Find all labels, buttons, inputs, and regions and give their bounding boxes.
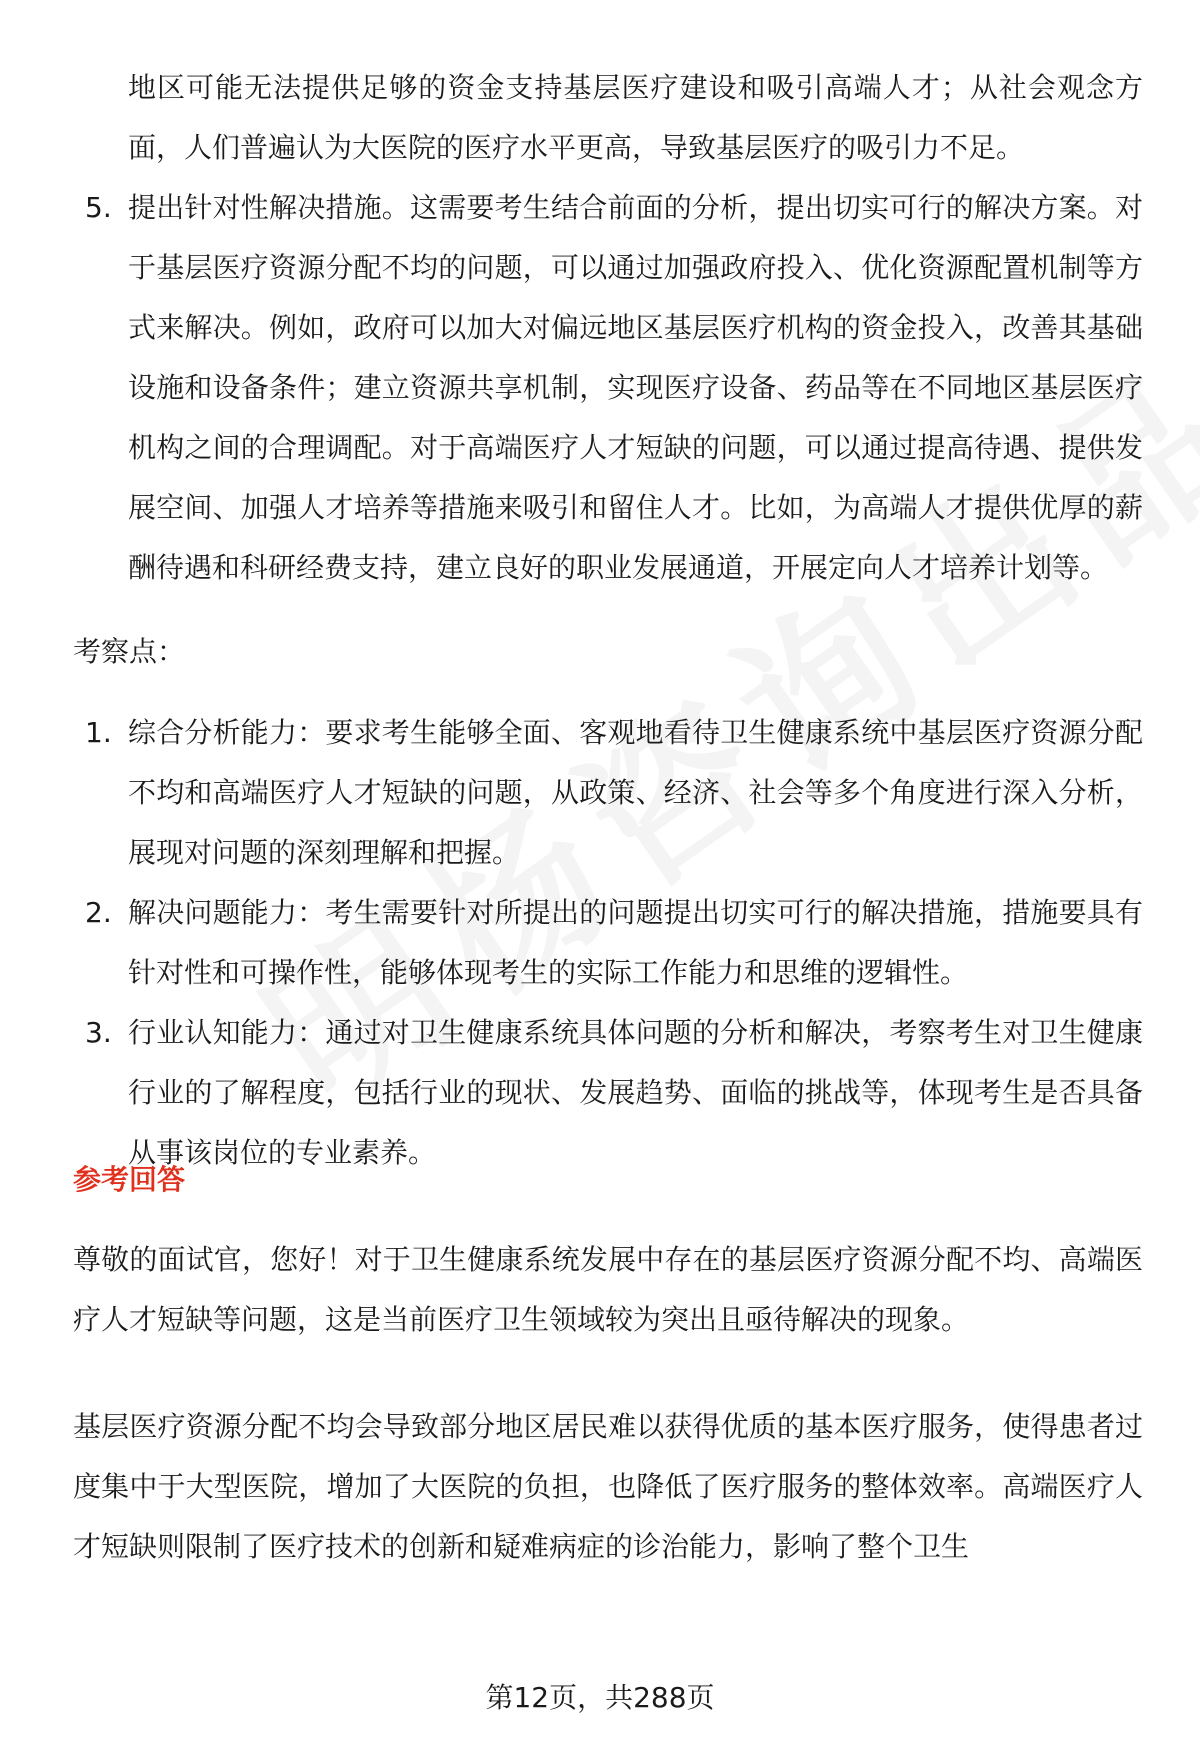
- reference-paragraph: 尊敬的面试官，您好！对于卫生健康系统发展中存在的基层医疗资源分配不均、高端医疗人才短缺等问题，这是当前医疗卫生领域较为突出且亟待解决的现象。: [73, 1243, 1143, 1336]
- page-footer: [0, 1678, 1200, 1718]
- step-item: [73, 178, 1143, 598]
- reference-heading: 参考回答: [73, 1163, 186, 1196]
- step-text: 提出针对性解决措施。这需要考生结合前面的分析，提出切实可行的解决方案。对于基层医疗资源分配不均的问题，可以通过加强政府投入、优化资源配置机制等方式来解决。例如，政府可以加大对偏远地区基层医疗机构的资金投入，改善其基础设施和设备条件；建立资源共享机制，实现医疗设备、药品等在不同地区基层医疗机构之间的合理调配。对于高端医疗人才短缺的问题，可以通过提高待遇、提供发展空间、加强人才培养等措施来吸引和留住人才。比如，为高端人才提供优厚的薪酬待遇和科研经费支持，建立良好的职业发展通道，开展定向人才培养计划等。: [128, 191, 1143, 584]
- reference-paragraph-2-block: [73, 1397, 1143, 1577]
- exam-point-item: [73, 883, 1143, 1003]
- top-block: [73, 58, 1143, 598]
- exam-point-number: 1.: [85, 716, 112, 749]
- exam-point-item: [73, 703, 1143, 883]
- step-number: 5.: [85, 191, 112, 224]
- exam-point-text: 行业认知能力：通过对卫生健康系统具体问题的分析和解决，考察考生对卫生健康行业的了解程度，包括行业的现状、发展趋势、面临的挑战等，体现考生是否具备从事该岗位的专业素养。: [128, 1016, 1143, 1169]
- exam-points-heading: 考察点：: [73, 635, 186, 668]
- exam-point-text: 解决问题能力：考生需要针对所提出的问题提出切实可行的解决措施，措施要具有针对性和可操作性，能够体现考生的实际工作能力和思维的逻辑性。: [128, 896, 1143, 989]
- reference-section: [73, 1150, 1143, 1210]
- exam-points-list: [73, 703, 1143, 1183]
- exam-point-number: 2.: [85, 896, 112, 929]
- exam-point-text: 综合分析能力：要求考生能够全面、客观地看待卫生健康系统中基层医疗资源分配不均和高端医疗人才短缺的问题，从政策、经济、社会等多个角度进行深入分析，展现对问题的深刻理解和把握。: [128, 716, 1143, 869]
- exam-point-number: 3.: [85, 1016, 112, 1049]
- page-number-label: 第12页，共288页: [485, 1681, 715, 1714]
- reference-paragraph: 基层医疗资源分配不均会导致部分地区居民难以获得优质的基本医疗服务，使得患者过度集中于大型医院，增加了大医院的负担，也降低了医疗服务的整体效率。高端医疗人才短缺则限制了医疗技术的创新和疑难病症的诊治能力，影响了整个卫生: [73, 1410, 1143, 1563]
- reference-paragraph-1-block: [73, 1230, 1143, 1350]
- exam-points-section: [73, 622, 1143, 682]
- continuation-paragraph: 地区可能无法提供足够的资金支持基层医疗建设和吸引高端人才；从社会观念方面，人们普遍认为大医院的医疗水平更高，导致基层医疗的吸引力不足。: [128, 71, 1143, 164]
